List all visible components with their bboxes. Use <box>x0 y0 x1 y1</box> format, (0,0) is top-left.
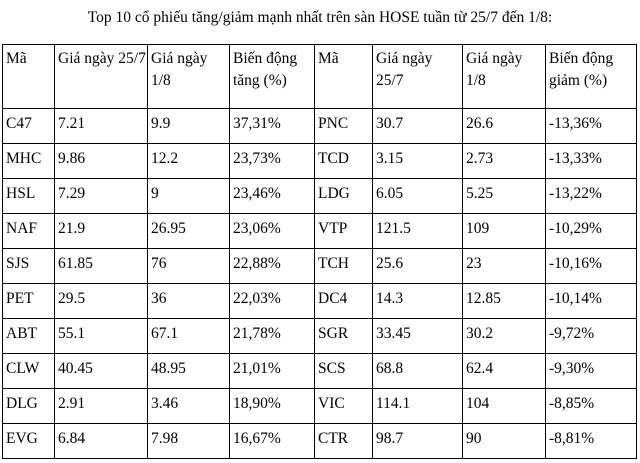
loss-price-end-cell: 2.73 <box>463 144 546 179</box>
loss-price-start-cell: 14.3 <box>373 284 463 319</box>
header-loss-code: Mã <box>315 45 373 109</box>
header-gain-change: Biến động tăng (%) <box>230 45 315 109</box>
gain-change-cell: 22,03% <box>230 284 315 319</box>
gain-price-end-cell: 26.95 <box>148 214 230 249</box>
gain-code-cell: CLW <box>3 354 55 389</box>
loss-price-end-cell: 26.6 <box>463 109 546 144</box>
loss-change-cell: -8,85% <box>546 389 637 424</box>
loss-code-cell: DC4 <box>315 284 373 319</box>
header-loss-change: Biến động giảm (%) <box>546 45 637 109</box>
table-row <box>3 179 637 214</box>
gain-price-end-cell: 76 <box>148 249 230 284</box>
header-loss-price-start: Giá ngày 25/7 <box>373 45 463 109</box>
gain-change-cell: 23,06% <box>230 214 315 249</box>
loss-change-cell: -10,29% <box>546 214 637 249</box>
gain-price-start-cell: 61.85 <box>55 249 148 284</box>
stock-movers-table <box>2 44 637 459</box>
loss-price-start-cell: 30.7 <box>373 109 463 144</box>
table-row <box>3 354 637 389</box>
table-row <box>3 284 637 319</box>
loss-price-start-cell: 3.15 <box>373 144 463 179</box>
gain-change-cell: 23,46% <box>230 179 315 214</box>
loss-price-start-cell: 121.5 <box>373 214 463 249</box>
header-loss-price-end: Giá ngày 1/8 <box>463 45 546 109</box>
gain-price-start-cell: 55.1 <box>55 319 148 354</box>
gain-price-start-cell: 9.86 <box>55 144 148 179</box>
loss-price-start-cell: 33.45 <box>373 319 463 354</box>
gain-change-cell: 18,90% <box>230 389 315 424</box>
loss-price-end-cell: 12.85 <box>463 284 546 319</box>
gain-code-cell: C47 <box>3 109 55 144</box>
table-row <box>3 389 637 424</box>
gain-change-cell: 23,73% <box>230 144 315 179</box>
header-gain-code: Mã <box>3 45 55 109</box>
loss-price-end-cell: 109 <box>463 214 546 249</box>
table-row <box>3 109 637 144</box>
gain-price-end-cell: 3.46 <box>148 389 230 424</box>
loss-price-end-cell: 30.2 <box>463 319 546 354</box>
gain-code-cell: EVG <box>3 424 55 459</box>
loss-price-end-cell: 5.25 <box>463 179 546 214</box>
loss-price-end-cell: 104 <box>463 389 546 424</box>
loss-code-cell: TCD <box>315 144 373 179</box>
loss-price-start-cell: 6.05 <box>373 179 463 214</box>
loss-price-end-cell: 90 <box>463 424 546 459</box>
gain-price-end-cell: 9.9 <box>148 109 230 144</box>
header-gain-price-end: Giá ngày 1/8 <box>148 45 230 109</box>
loss-change-cell: -13,33% <box>546 144 637 179</box>
gain-code-cell: SJS <box>3 249 55 284</box>
loss-code-cell: SCS <box>315 354 373 389</box>
loss-change-cell: -10,14% <box>546 284 637 319</box>
table-row <box>3 249 637 284</box>
gain-price-start-cell: 21.9 <box>55 214 148 249</box>
loss-code-cell: LDG <box>315 179 373 214</box>
loss-code-cell: CTR <box>315 424 373 459</box>
gain-code-cell: HSL <box>3 179 55 214</box>
table-row <box>3 214 637 249</box>
loss-code-cell: SGR <box>315 319 373 354</box>
gain-price-end-cell: 7.98 <box>148 424 230 459</box>
gain-code-cell: ABT <box>3 319 55 354</box>
loss-price-start-cell: 98.7 <box>373 424 463 459</box>
gain-price-start-cell: 29.5 <box>55 284 148 319</box>
gain-change-cell: 37,31% <box>230 109 315 144</box>
gain-price-start-cell: 6.84 <box>55 424 148 459</box>
gain-code-cell: NAF <box>3 214 55 249</box>
loss-code-cell: VIC <box>315 389 373 424</box>
gain-price-end-cell: 67.1 <box>148 319 230 354</box>
gain-code-cell: MHC <box>3 144 55 179</box>
table-caption: Top 10 cổ phiếu tăng/giảm mạnh nhất trên sàn HOSE tuần từ 25/7 đến 1/8: <box>87 9 553 26</box>
loss-change-cell: -13,22% <box>546 179 637 214</box>
loss-price-start-cell: 25.6 <box>373 249 463 284</box>
loss-change-cell: -8,81% <box>546 424 637 459</box>
loss-change-cell: -9,30% <box>546 354 637 389</box>
loss-price-start-cell: 68.8 <box>373 354 463 389</box>
loss-change-cell: -10,16% <box>546 249 637 284</box>
loss-price-start-cell: 114.1 <box>373 389 463 424</box>
gain-code-cell: PET <box>3 284 55 319</box>
loss-price-end-cell: 62.4 <box>463 354 546 389</box>
loss-change-cell: -9,72% <box>546 319 637 354</box>
header-row <box>3 45 637 109</box>
loss-code-cell: PNC <box>315 109 373 144</box>
gain-price-start-cell: 2.91 <box>55 389 148 424</box>
gain-price-start-cell: 7.29 <box>55 179 148 214</box>
gain-change-cell: 22,88% <box>230 249 315 284</box>
loss-change-cell: -13,36% <box>546 109 637 144</box>
gain-change-cell: 21,78% <box>230 319 315 354</box>
gain-change-cell: 21,01% <box>230 354 315 389</box>
gain-price-end-cell: 12.2 <box>148 144 230 179</box>
loss-code-cell: VTP <box>315 214 373 249</box>
gain-change-cell: 16,67% <box>230 424 315 459</box>
gain-price-end-cell: 48.95 <box>148 354 230 389</box>
gain-price-start-cell: 7.21 <box>55 109 148 144</box>
gain-price-start-cell: 40.45 <box>55 354 148 389</box>
loss-code-cell: TCH <box>315 249 373 284</box>
table-row <box>3 144 637 179</box>
header-gain-price-start: Giá ngày 25/7 <box>55 45 148 109</box>
table-body <box>3 45 637 459</box>
gain-code-cell: DLG <box>3 389 55 424</box>
table-row <box>3 424 637 459</box>
loss-price-end-cell: 23 <box>463 249 546 284</box>
gain-price-end-cell: 36 <box>148 284 230 319</box>
gain-price-end-cell: 9 <box>148 179 230 214</box>
table-row <box>3 319 637 354</box>
